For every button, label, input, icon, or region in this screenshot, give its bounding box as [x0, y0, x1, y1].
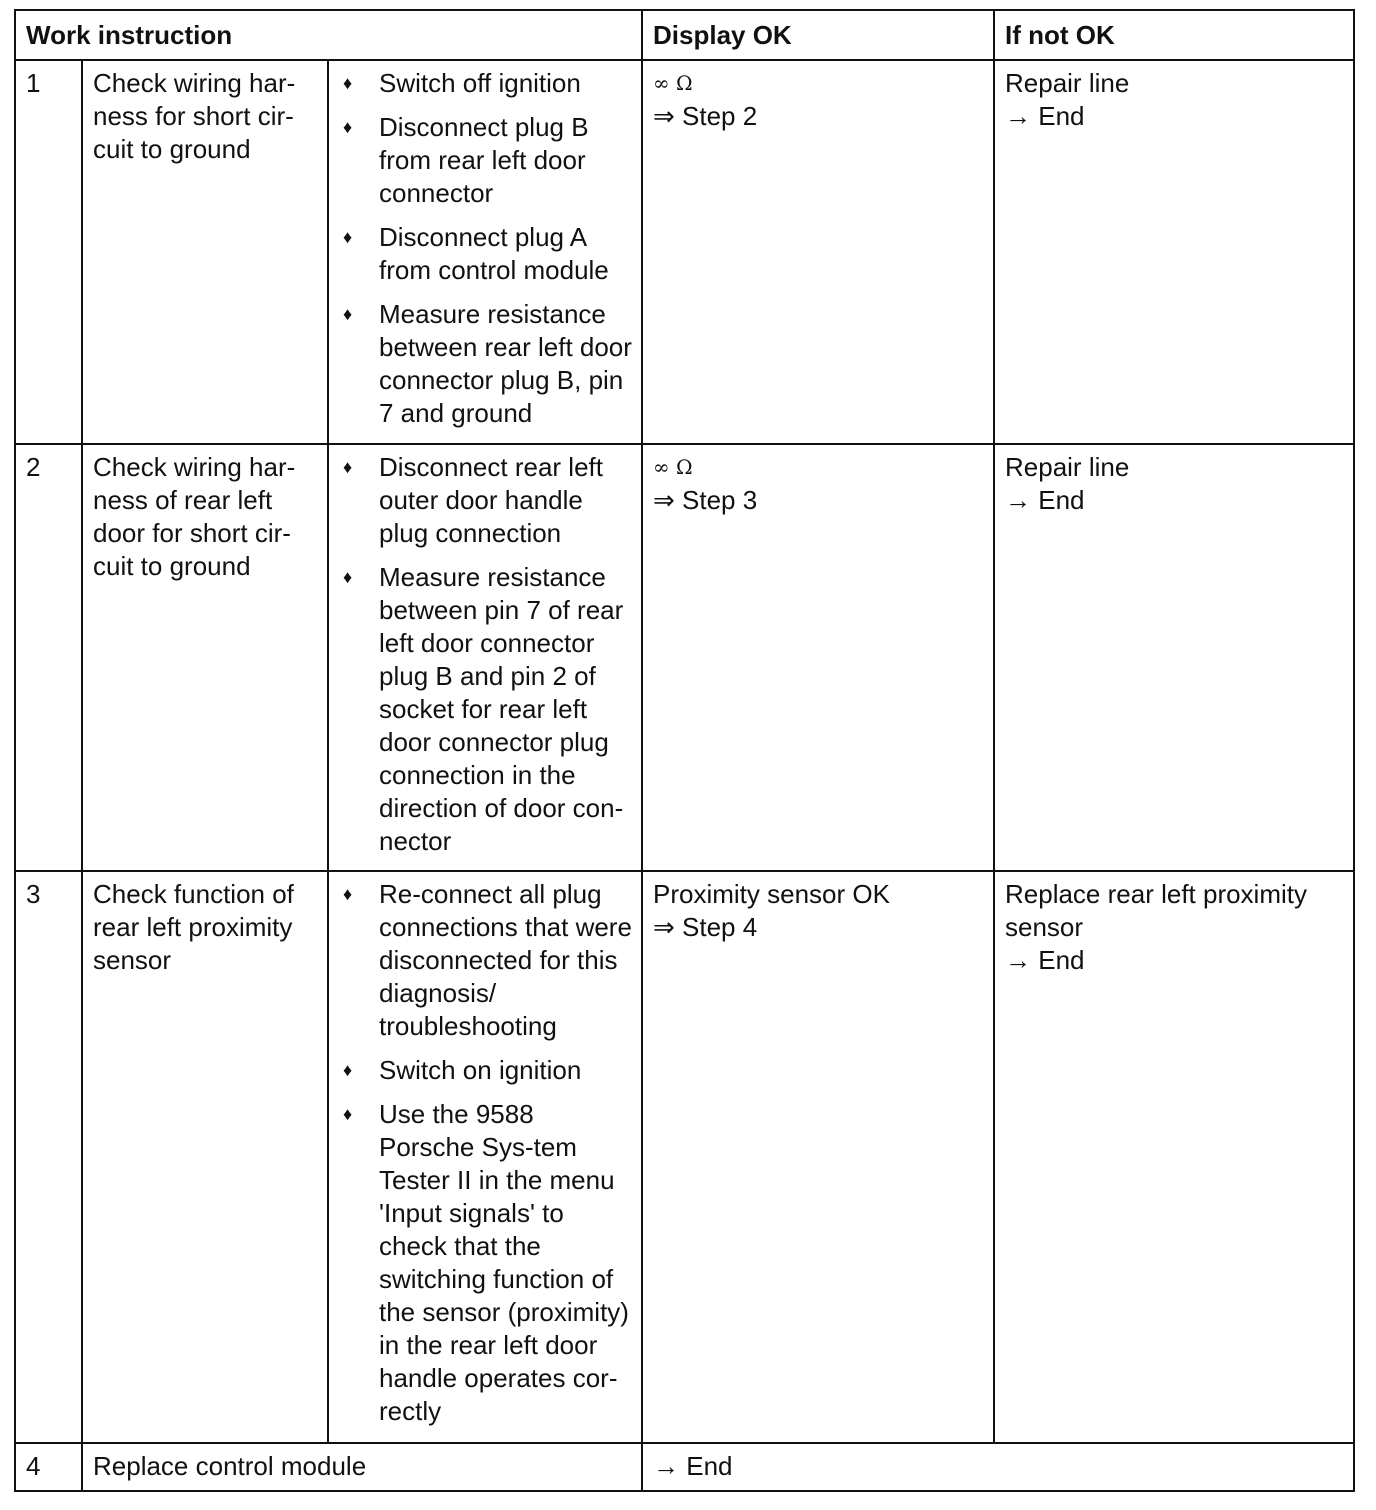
step-title: Check function of rear left proximity sensor	[82, 871, 328, 1443]
display-ok-next: ⇒ Step 2	[653, 101, 758, 131]
header-work-instruction: Work instruction	[15, 10, 642, 60]
display-ok-value: ∞ Ω	[653, 455, 693, 479]
if-not-ok-action: Replace rear left proximity sensor	[1005, 879, 1307, 942]
table-row	[15, 871, 1354, 1443]
step-number: 2	[15, 444, 82, 871]
table-row	[15, 60, 1354, 444]
step-title: Replace control module	[82, 1443, 642, 1491]
header-row	[15, 10, 1354, 60]
step-title: Check wiring har-ness for short cir-cuit to ground	[82, 60, 328, 444]
display-ok-cell	[642, 60, 994, 444]
if-not-ok-next: → End	[1005, 485, 1085, 515]
action-item: ♦ Measure resistance between rear left door connector plug B, pin 7 and ground	[339, 298, 633, 430]
display-ok-value: Proximity sensor OK	[653, 879, 890, 909]
if-not-ok-cell	[994, 444, 1354, 871]
action-item: ♦ Re-connect all plug connections that were disconnected for this diagnosis/ troubleshooting	[339, 878, 633, 1043]
display-ok-value: ∞ Ω	[653, 71, 693, 95]
step-number: 4	[15, 1443, 82, 1491]
display-ok-cell: → End	[642, 1443, 1354, 1491]
action-item: ♦ Use the 9588 Porsche Sys-tem Tester II in the menu 'Input signals' to check that the switching function of the sensor (proximity) in the rear left door handle operates cor-rectly	[339, 1098, 633, 1428]
table-row	[15, 444, 1354, 871]
display-ok-next: ⇒ Step 4	[653, 912, 758, 942]
step-number: 1	[15, 60, 82, 444]
header-display-ok: Display OK	[642, 10, 994, 60]
header-if-not-ok: If not OK	[994, 10, 1354, 60]
action-item: ♦ Disconnect rear left outer door handle plug connection	[339, 451, 633, 550]
if-not-ok-cell	[994, 871, 1354, 1443]
work-instruction-table-wrapper	[14, 9, 1355, 1492]
if-not-ok-next: → End	[1005, 945, 1085, 975]
step-title: Check wiring har-ness of rear left door for short cir-cuit to ground	[82, 444, 328, 871]
action-item: ♦ Disconnect plug A from control module	[339, 221, 633, 287]
work-instruction-table	[14, 9, 1355, 1492]
action-item: ♦ Switch off ignition	[339, 67, 633, 100]
if-not-ok-next: → End	[1005, 101, 1085, 131]
if-not-ok-action: Repair line	[1005, 452, 1130, 482]
action-item: ♦ Disconnect plug B from rear left door connector	[339, 111, 633, 210]
action-item: ♦ Measure resistance between pin 7 of rear left door connector plug B and pin 2 of socket for rear left door connector plug connection in the direction of door con-nector	[339, 561, 633, 858]
if-not-ok-action: Repair line	[1005, 68, 1130, 98]
display-ok-cell	[642, 444, 994, 871]
display-ok-next: ⇒ Step 3	[653, 485, 758, 515]
step-actions	[328, 60, 642, 444]
step-actions	[328, 444, 642, 871]
display-ok-cell	[642, 871, 994, 1443]
step-actions	[328, 871, 642, 1443]
action-item: ♦ Switch on ignition	[339, 1054, 633, 1087]
table-row	[15, 1443, 1354, 1491]
step-number: 3	[15, 871, 82, 1443]
if-not-ok-cell	[994, 60, 1354, 444]
